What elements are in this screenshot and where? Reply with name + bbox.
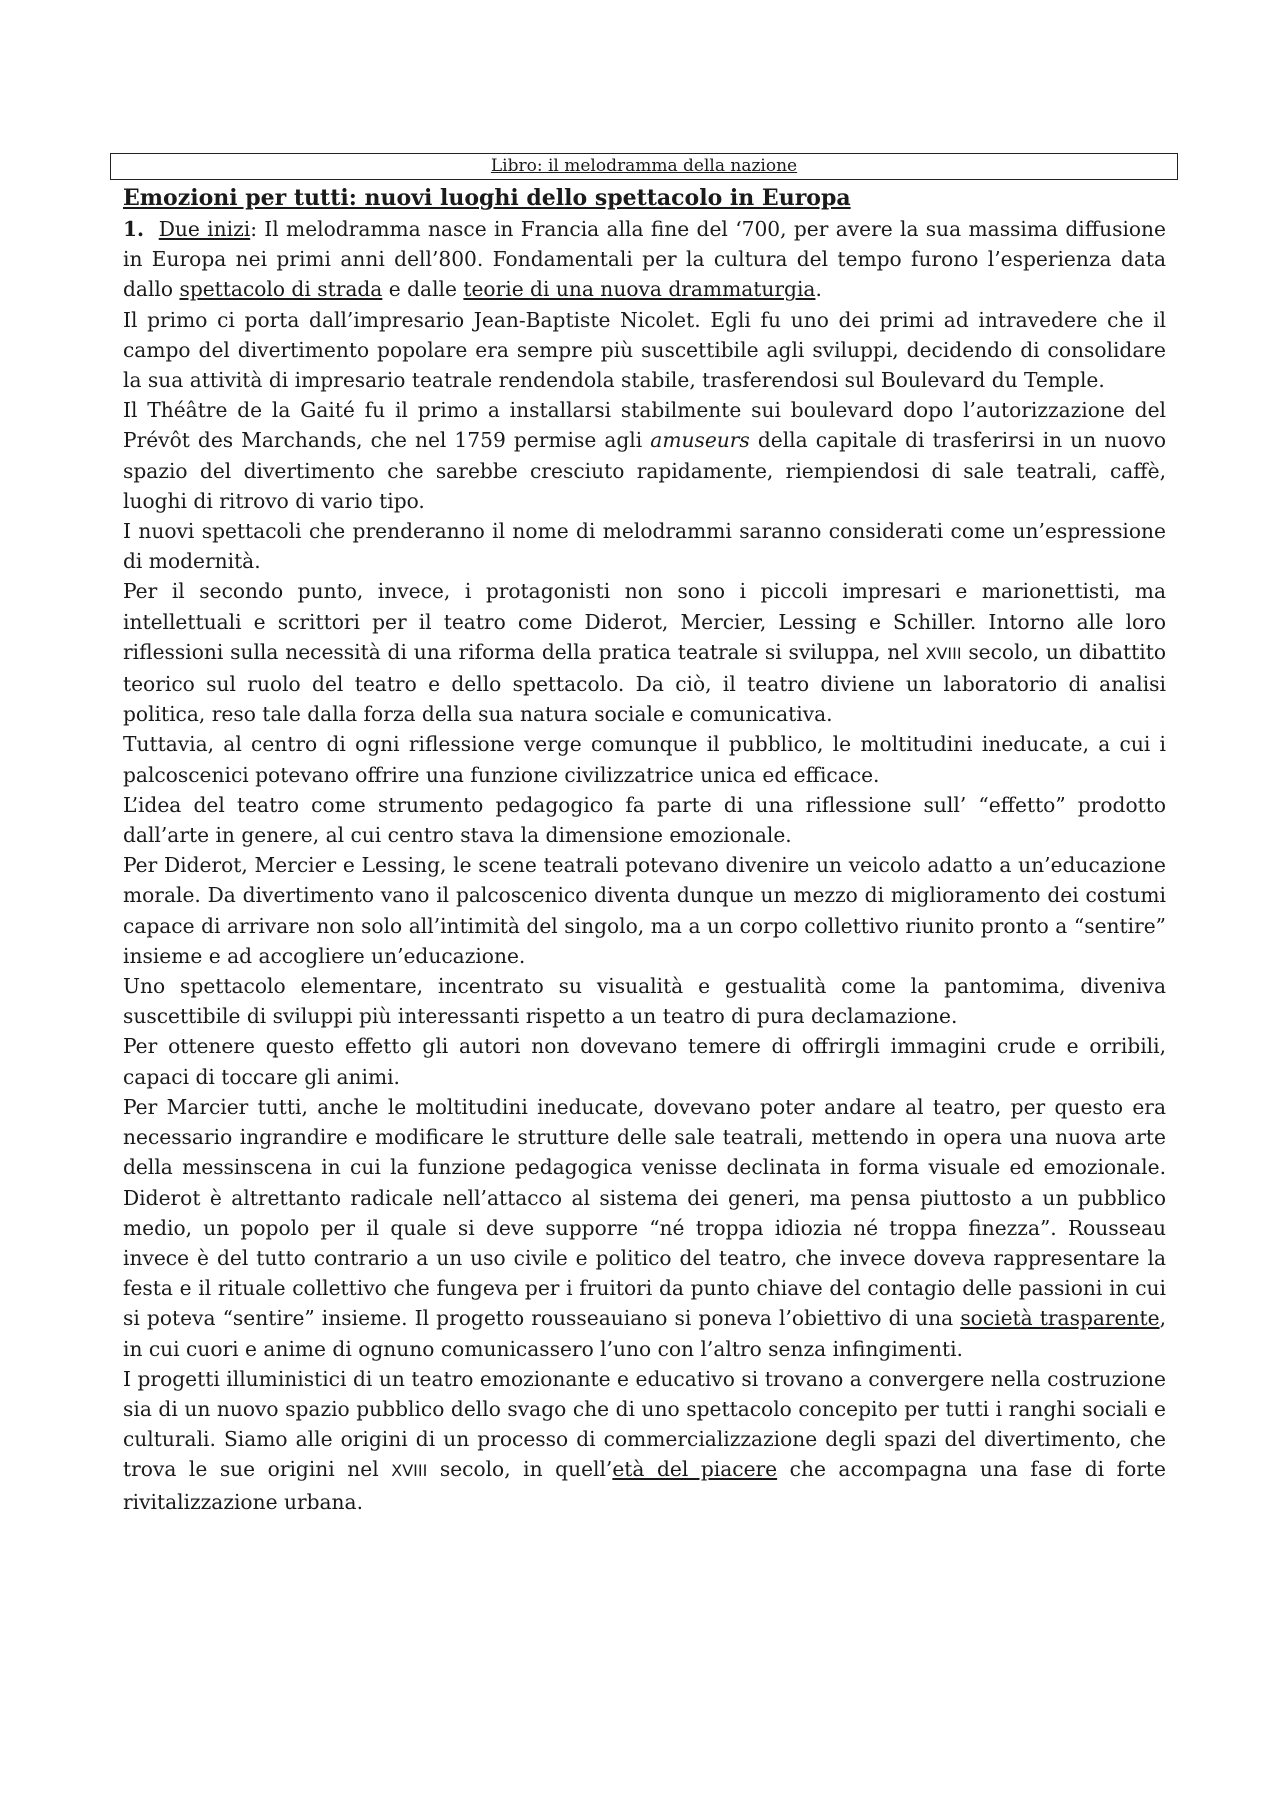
p5-text-a: Per il secondo punto, invece, i protagonisti non sono i piccoli impresari e marionettisti, ma intellettuali e scrittori per il teatro come Diderot, Mercier, Lessing e Schiller. Intorno alle loro riflessioni sulla necessità di una riforma della pratica teatrale si sviluppa, nel [123, 579, 1166, 664]
document-body [123, 214, 1166, 1517]
paragraph-9: Uno spettacolo elementare, incentrato su visualità e gestualità come la pantomima, diveniva suscettibile di sviluppi più interessanti rispetto a un teatro di pura declamazione. [123, 974, 1166, 1029]
p1-text-a: : Il melodramma nasce in Francia alla fine del ‘700, per avere la sua massima diffusione in Europa nei primi anni dell’800. Fondamentali per la cultura del tempo furono l’esperienza data dallo [123, 217, 1167, 302]
page-title: Emozioni per tutti: nuovi luoghi dello spettacolo in Europa [123, 185, 851, 211]
paragraph-11 [123, 1092, 1166, 1364]
paragraph-12 [123, 1364, 1166, 1517]
paragraph-5 [123, 576, 1166, 729]
paragraph-2: Il primo ci porta dall’impresario Jean-Baptiste Nicolet. Egli fu uno dei primi ad intravedere che il campo del divertimento popolare era sempre più suscettibile agli sviluppi, decidendo di consolidare la sua attività di impresario teatrale rendendola stabile, trasferendosi sul Boulevard du Temple. [123, 307, 1166, 393]
p12-text-c: che accompagna una fase di forte rivitalizzazione urbana. [123, 1457, 1166, 1514]
term-amuseurs: amuseurs [650, 428, 750, 453]
paragraph-4: I nuovi spettacoli che prenderanno il nome di melodrammi saranno considerati come un’espressione di modernità. [123, 519, 1166, 574]
section-heading: Due inizi [158, 217, 251, 241]
p11-text-b: , in cui cuori e anime di ognuno comunicassero l’uno con l’altro senza infingimenti. [123, 1306, 1166, 1361]
paragraph-6: Tuttavia, al centro di ogni riflessione verge comunque il pubblico, le moltitudini ineducate, a cui i palcoscenici potevano offrire una funzione civilizzatrice unica ed efficace. [123, 732, 1166, 787]
paragraph-3 [123, 395, 1166, 516]
paragraph-8: Per Diderot, Mercier e Lessing, le scene teatrali potevano divenire un veicolo adatto a un’educazione morale. Da divertimento vano il palcoscenico diventa dunque un mezzo di miglioramento dei costumi capace di arrivare non solo all’intimità del singolo, ma a un corpo collettivo riunito pronto a “sentire” insieme e ad accogliere un’educazione. [123, 853, 1166, 968]
book-header-label: Libro: il melodramma della nazione [490, 156, 798, 176]
p12-text-b: secolo, in quell’ [427, 1457, 613, 1482]
term-nuova-drammaturgia: teorie di una nuova drammaturgia [463, 277, 816, 302]
p3-text-b: della capitale di trasferirsi in un nuovo spazio del divertimento che sarebbe cresciuto rapidamente, riempiendosi di sale teatrali, caffè, luoghi di ritrovo di vario tipo. [123, 428, 1167, 513]
century-xviii: XVIII [925, 643, 962, 663]
section-number: 1. [123, 217, 145, 241]
book-header-box [110, 153, 1178, 180]
p12-text-a: I progetti illuministici di un teatro emozionante e educativo si trovano a convergere nella costruzione sia di un nuovo spazio pubblico dello svago che di uno spettacolo concepito per tutti i ranghi sociali e culturali. Siamo alle origini di un processo di commercializzazione degli spazi del divertimento, che trova le sue origini nel [123, 1366, 1166, 1482]
paragraph-7: L’idea del teatro come strumento pedagogico fa parte di una riflessione sull’ “effetto” prodotto dall’arte in genere, al cui centro stava la dimensione emozionale. [123, 792, 1166, 848]
paragraph-1 [123, 214, 1166, 305]
term-societa-trasparente: società trasparente [960, 1306, 1160, 1331]
p5-text-b: secolo, un dibattito teorico sul ruolo del teatro e dello spettacolo. Da ciò, il teatro diviene un laboratorio di analisi politica, reso tale dalla forza della sua natura sociale e comunicativa. [123, 639, 1166, 727]
p1-text-c: . [815, 277, 822, 302]
p11-text-a: Per Marcier tutti, anche le moltitudini ineducate, dovevano poter andare al teatro, per questo era necessario ingrandire e modificare le strutture delle sale teatrali, mettendo in opera una nuova arte della messinscena in cui la funzione pedagogica venisse declinata in forma visuale ed emozionale. Diderot è altrettanto radicale nell’attacco al sistema dei generi, ma pensa piuttosto a un pubblico medio, un popolo per il quale si deve supporre “né troppa idiozia né troppa finezza”. Rousseau invece è del tutto contrario a un uso civile e politico del teatro, che invece doveva rappresentare la festa e il rituale collettivo che fungeva per i fruitori da punto chiave del contagio delle passioni in cui si poteva “sentire” insieme. Il progetto rousseauiano si poneva l’obiettivo di una [123, 1094, 1166, 1331]
p1-text-b: e dalle [382, 277, 464, 302]
paragraph-10: Per ottenere questo effetto gli autori non dovevano temere di offrirgli immagini crude e orribili, capaci di toccare gli animi. [123, 1034, 1166, 1089]
term-eta-del-piacere: età del piacere [612, 1457, 778, 1482]
term-spettacolo-di-strada: spettacolo di strada [179, 277, 383, 302]
p3-text-a: Il Théâtre de la Gaité fu il primo a installarsi stabilmente sui boulevard dopo l’autorizzazione del Prévôt des Marchands, che nel 1759 permise agli [123, 398, 1166, 453]
century-xviii-2: XVIII [391, 1461, 428, 1481]
